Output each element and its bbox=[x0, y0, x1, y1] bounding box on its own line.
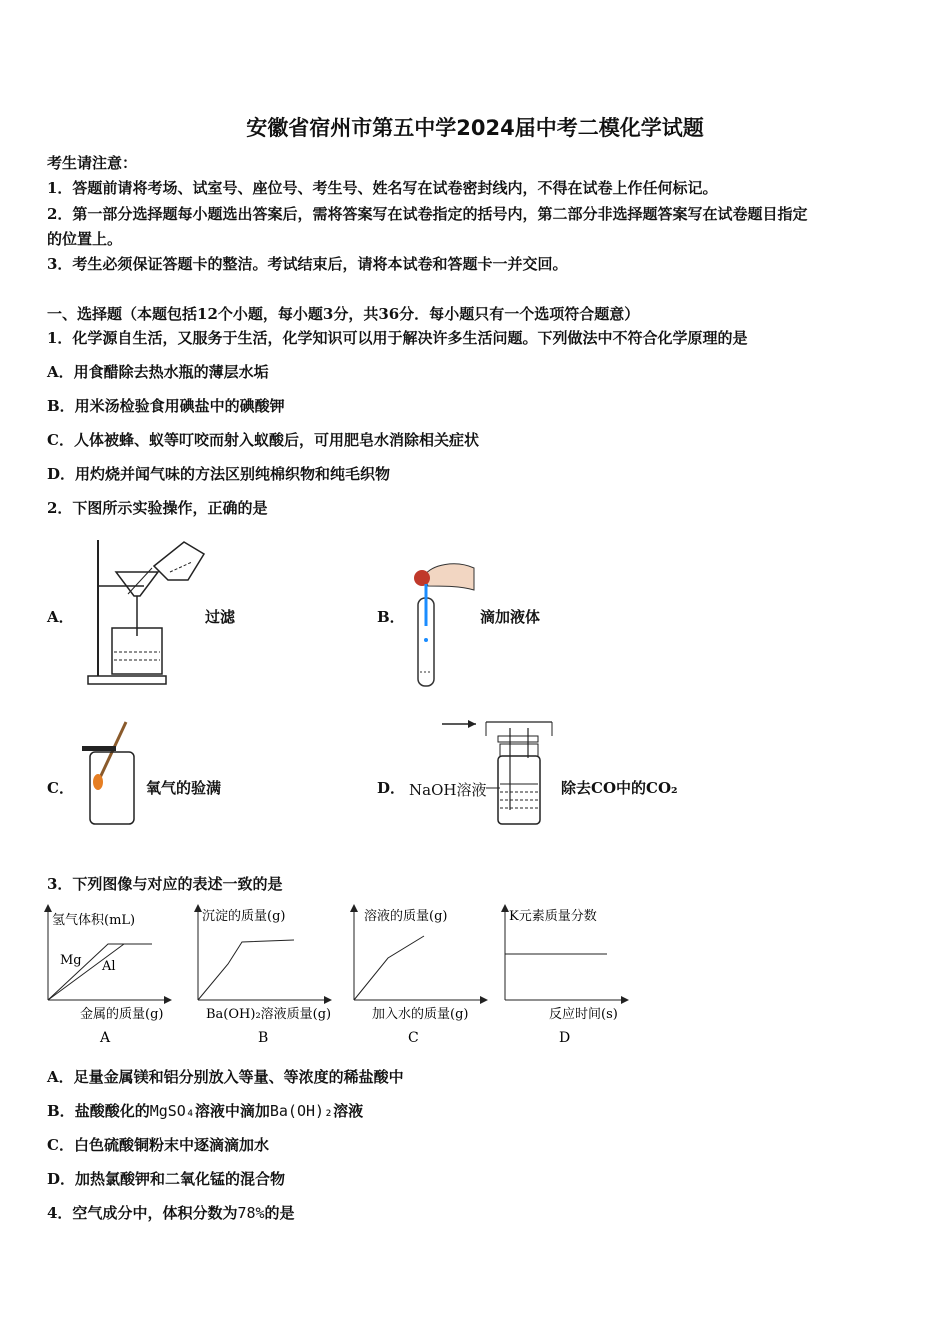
notice-item-3: 3．考生必须保证答题卡的整洁。考试结束后，请将本试卷和答题卡一并交回。 bbox=[47, 255, 568, 273]
q4-stem bbox=[47, 1202, 295, 1223]
q2-option-a-caption: 过滤 bbox=[205, 608, 236, 626]
q1-stem: 1．化学源自生活，又服务于生活，化学知识可以用于解决许多生活问题。下列做法中不符合化学原理的是 bbox=[47, 329, 748, 347]
q3-option-d[interactable] bbox=[47, 1168, 285, 1189]
gas-washing-bottle-figure bbox=[440, 714, 556, 830]
q2-option-c-caption: 氧气的验满 bbox=[146, 779, 222, 797]
q3-option-b-prefix: B． bbox=[47, 1102, 75, 1120]
notice-heading: 考生请注意： bbox=[47, 154, 138, 172]
q4-stem-text-2: 的是 bbox=[264, 1204, 295, 1222]
chart-c-letter: C bbox=[408, 1030, 419, 1046]
notice-item-2: 2．第一部分选择题每小题选出答案后，需将答案写在试卷指定的括号内，第二部分非选择题答案写在试卷题目指定 bbox=[47, 205, 808, 223]
q4-stem-text-1: 4．空气成分中，体积分数为 bbox=[47, 1204, 238, 1222]
chart-a-ylabel: 氢气体积(mL) bbox=[52, 913, 136, 928]
q2-option-d-caption: 除去CO中的CO₂ bbox=[561, 779, 678, 797]
chart-c bbox=[346, 902, 491, 1052]
page-title: 安徽省宿州市第五中学2024届中考二模化学试题 bbox=[246, 116, 704, 140]
chart-d-xlabel: 反应时间(s) bbox=[549, 1007, 618, 1022]
q3-option-b[interactable] bbox=[47, 1100, 363, 1121]
q2-option-d-label[interactable]: D． bbox=[377, 779, 406, 797]
q3-option-b-formula-1: MgSO₄ bbox=[149, 1102, 195, 1120]
q2-option-c-label[interactable]: C． bbox=[47, 779, 74, 797]
oxygen-test-figure bbox=[80, 718, 140, 828]
chart-c-line bbox=[354, 936, 424, 1000]
chart-b-line bbox=[198, 940, 294, 1000]
q3-option-b-text-3: 溶液 bbox=[333, 1102, 364, 1120]
chart-d-ylabel: K元素质量分数 bbox=[509, 909, 597, 924]
q3-option-a-prefix: A． bbox=[47, 1068, 74, 1086]
notice-item-1: 1．答题前请将考场、试室号、座位号、考生号、姓名写在试卷密封线内，不得在试卷上作任何标记。 bbox=[47, 179, 718, 197]
dropper-tube-figure bbox=[404, 556, 478, 690]
q1-option-a[interactable]: A．用食醋除去热水瓶的薄层水垢 bbox=[47, 363, 269, 381]
chart-b-xlabel: Ba(OH)₂溶液质量(g) bbox=[206, 1007, 332, 1022]
q1-option-c[interactable]: C．人体被蜂、蚁等叮咬而射入蚁酸后，可用肥皂水消除相关症状 bbox=[47, 431, 479, 449]
chart-d-letter: D bbox=[559, 1030, 571, 1046]
q1-option-b[interactable]: B．用米汤检验食用碘盐中的碘酸钾 bbox=[47, 397, 285, 415]
q2-option-a-label[interactable]: A． bbox=[47, 608, 74, 626]
q2-option-b-label[interactable]: B． bbox=[377, 608, 405, 626]
q3-option-c[interactable] bbox=[47, 1134, 269, 1155]
notice-item-2-cont: 的位置上。 bbox=[47, 230, 123, 248]
chart-a-xlabel: 金属的质量(g) bbox=[80, 1007, 164, 1022]
q4-stem-value: 78% bbox=[237, 1204, 265, 1222]
chart-a bbox=[40, 902, 175, 1052]
q3-option-b-formula-2: Ba(OH)₂ bbox=[269, 1102, 334, 1120]
q3-option-d-text: 加热氯酸钾和二氧化锰的混合物 bbox=[75, 1170, 286, 1188]
chart-a-label-al: Al bbox=[102, 959, 116, 974]
q3-option-a-text: 足量金属镁和铝分别放入等量、等浓度的稀盐酸中 bbox=[73, 1068, 404, 1086]
q2-option-b-caption: 滴加液体 bbox=[480, 608, 541, 626]
chart-a-label-mg: Mg bbox=[60, 953, 82, 968]
chart-c-ylabel: 溶液的质量(g) bbox=[364, 909, 448, 924]
chart-b bbox=[190, 902, 335, 1052]
q1-option-d[interactable]: D．用灼烧并闻气味的方法区别纯棉织物和纯毛织物 bbox=[47, 465, 391, 483]
chart-d bbox=[497, 902, 632, 1052]
chart-b-ylabel: 沉淀的质量(g) bbox=[202, 909, 286, 924]
q2-option-d-reagent: NaOH溶液 bbox=[409, 781, 487, 799]
section-heading: 一、选择题（本题包括12个小题，每小题3分，共36分．每小题只有一个选项符合题意） bbox=[47, 305, 640, 323]
filtration-apparatus-figure bbox=[84, 536, 214, 688]
q3-option-c-text: 白色硫酸铜粉末中逐滴滴加水 bbox=[73, 1136, 269, 1154]
q2-stem: 2．下图所示实验操作，正确的是 bbox=[47, 499, 268, 517]
q3-option-d-prefix: D． bbox=[47, 1170, 76, 1188]
q3-option-b-text-2: 溶液中滴加 bbox=[194, 1102, 270, 1120]
q3-stem: 3．下列图像与对应的表述一致的是 bbox=[47, 875, 283, 893]
chart-a-letter: A bbox=[100, 1030, 111, 1046]
chart-b-letter: B bbox=[258, 1030, 269, 1046]
q3-option-c-prefix: C． bbox=[47, 1136, 74, 1154]
chart-c-xlabel: 加入水的质量(g) bbox=[372, 1007, 469, 1022]
q3-option-b-text-1: 盐酸酸化的 bbox=[74, 1102, 150, 1120]
q3-option-a[interactable] bbox=[47, 1066, 404, 1087]
